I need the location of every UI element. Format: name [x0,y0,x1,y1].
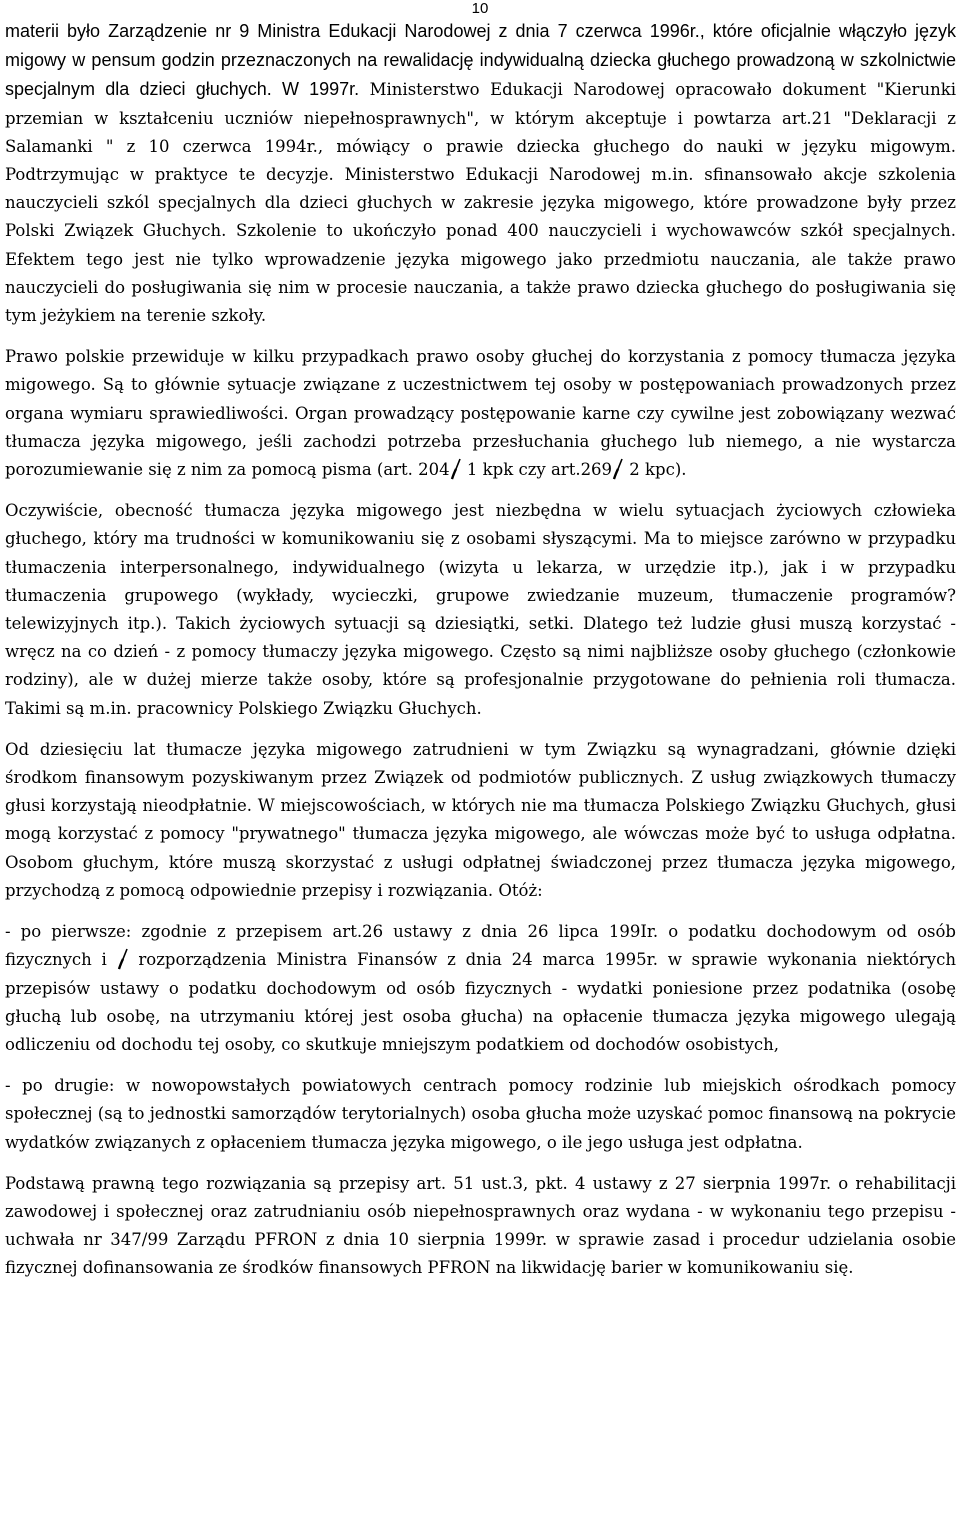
section-sign-glyph-icon [450,458,462,480]
page-number: 10 [471,0,489,17]
paragraph-2 [5,343,956,484]
paragraph-4: Od dziesięciu lat tłumacze języka migowego zatrudnieni w tym Związku są wynagradzani, głównie dzięki środkom finansowym pozyskiwanym przez Związek od podmiotów publicznych. Z usług związkowych tłumaczy głusi korzystają nieodpłatnie. W miejscowościach, w których nie ma tłumacza Polskiego Związku Głuchych, głusi mogą korzystać z pomocy "prywatnego" tłumacza języka migowego, ale wówczas może być to usługa odpłatna. Osobom głuchym, które muszą skorzystać z usługi odpłatnej świadczonej przez tłumacza języka migowego, przychodzą z pomocą odpowiednie przepisy i rozwiązania. Otóż: [5,739,956,900]
paragraph-2-part-c: 2 kpc). [624,460,687,480]
section-sign-glyph-icon [612,458,624,480]
paragraph-1-part-b: Ministerstwo Edukacji Narodowej opracowało dokument "Kierunki przemian w kształceniu uczniów niepełnosprawnych", w którym akceptuje i powtarza art.21 "Deklaracji z Salamanki " z 10 czerwca 1994r., mówiący o prawie dziecka głuchego do nauki w języku migowym. Podtrzymując w praktyce te decyzje. Ministerstwo Edukacji Narodowej m.in. sfinansowało akcje szkolenia nauczycieli szkól specjalnych dla dzieci głuchych w zakresie języka migowego, które prowadzone były przez Polski Związek Głuchych. Szkolenie to ukończyło ponad 400 nauczycieli i wychowawców szkół specjalnych. Efektem tego jest nie tylko wprowadzenie języka migowego jako przedmiotu nauczania, ale także prawo nauczycieli do posługiwania się nim w procesie nauczania, a także prawo dziecka głuchego do posługiwania się tym jeżykiem na terenie szkoły. [5,80,956,326]
paragraph-7: Podstawą prawną tego rozwiązania są przepisy art. 51 ust.3, pkt. 4 ustawy z 27 sierpnia 1997r. o rehabilitacji zawodowej i społecznej oraz zatrudnianiu osób niepełnosprawnych oraz wydana - w wykonaniu tego przepisu - uchwała nr 347/99 Zarządu PFRON z dnia 10 sierpnia 1999r. w sprawie zasad i procedur udzielania osobie fizycznej dofinansowania ze środków finansowych PFRON na likwidację barier w komunikowaniu się. [5,1173,956,1278]
paragraph-3: Oczywiście, obecność tłumacza języka migowego jest niezbędna w wielu sytuacjach życiowych człowieka głuchego, który ma trudności w komunikowaniu się z osobami słyszącymi. Ma to miejsce zarówno w przypadku tłumaczenia interpersonalnego, indywidualnego (wizyta u lekarza, w urzędzie itp.), jak i w przypadku tłumaczenia grupowego (wykłady, wycieczki, grupowe zwiedzanie muzeum, tłumaczenie programów? telewizyjnych itp.). Takich życiowych sytuacji są dziesiątki, setki. Dlatego też ludzie głusi muszą korzystać - wręcz na co dzień - z pomocy tłumaczy języka migowego. Często są nimi najbliższe osoby głuchego (członkowie rodziny), ale w dużej mierze także osoby, które są profesjonalnie przygotowane do pełnienia roli tłumacza. Takimi są m.in. pracownicy Polskiego Związku Głuchych. [5,501,956,718]
list-item-2: - po drugie: w nowopowstałych powiatowych centrach pomocy rodzinie lub miejskich ośrodkach pomocy społecznej (są to jednostki samorządów terytorialnych) osoba głucha może uzyskać pomoc finansową na pokrycie wydatków związanych z opłaceniem tłumacza języka migowego, o ile jego usługa jest odpłatna. [5,1076,956,1152]
paragraph-2-part-b: 1 kpk czy art.269 [461,460,613,480]
paragraph-2-part-a: Prawo polskie przewiduje w kilku przypadkach prawo osoby głuchej do korzystania z pomocy tłumacza języka migowego. Są to głównie sytuacje związane z uczestnictwem tej osoby w postępowaniach prowadzonych przez organa wymiaru sprawiedliwości. Organ prowadzący postępowanie karne czy cywilne jest zobowiązany wezwać tłumacza języka migowego, jeśli zachodzi potrzeba przesłuchania głuchego lub niemego, a nie wystarcza porozumiewanie się z nim za pomocą pisma (art. 204 [5,347,956,480]
section-sign-glyph-icon [117,948,129,970]
document-body [5,17,956,1296]
list-item-1 [5,918,956,1059]
list-item-1-part-a: - po pierwsze: zgodnie z przepisem art.26 ustawy z dnia 26 lipca 199Ir. o podatku dochodowym od osób fizycznych i [5,922,956,970]
paragraph-1 [5,17,956,330]
paragraph-1-part-a: materii było Zarządzenie nr 9 Ministra Edukacji Narodowej z dnia 7 czerwca 1996r., które oficjalnie włączyło język migowy w pensum godzin przeznaczonych na rewalidację indywidualną dziecka głuchego prowadzoną w szkolnictwie specjalnym dla dzieci głuchych. W 1997r. [5,21,956,100]
list-item-1-part-b: rozporządzenia Ministra Finansów z dnia 24 marca 1995r. w sprawie wykonania niektórych przepisów ustawy o podatku dochodowym od osób fizycznych - wydatki poniesione przez podatnika (osobę głuchą lub osobę, na utrzymaniu której jest osoba głucha) na opłacenie tłumacza języka migowego ulegają odliczeniu od dochodu tej osoby, co skutkuje mniejszym podatkiem od dochodów osobistych, [5,950,956,1054]
